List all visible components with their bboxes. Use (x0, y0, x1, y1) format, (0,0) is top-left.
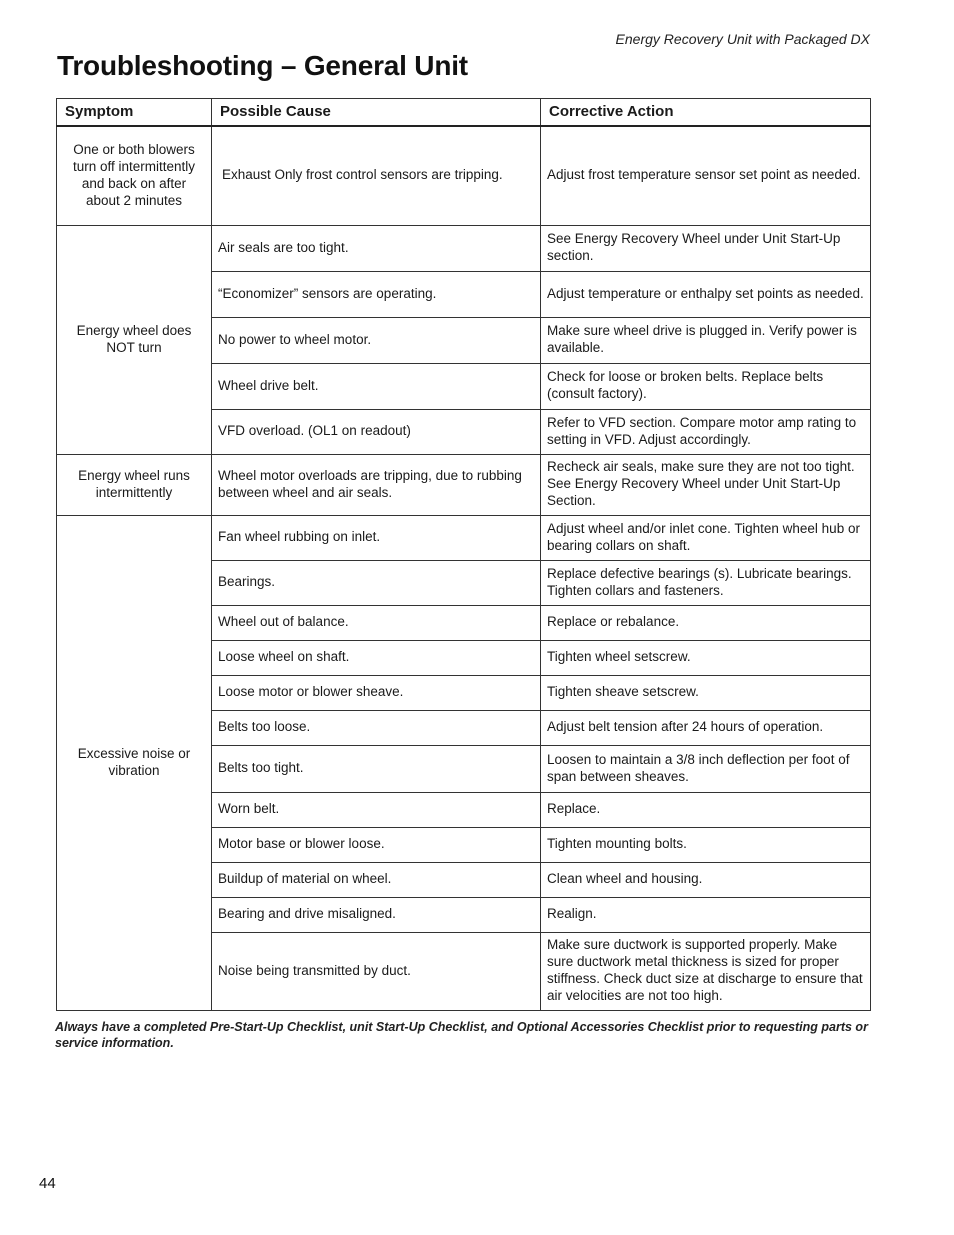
action-cell: Clean wheel and housing. (541, 862, 871, 897)
table-row (57, 126, 871, 225)
action-cell: Replace. (541, 792, 871, 827)
action-cell: Replace or rebalance. (541, 605, 871, 640)
action-cell: Make sure wheel drive is plugged in. Verify power is available. (541, 317, 871, 363)
column-header-corrective-action: Corrective Action (541, 99, 871, 127)
cause-cell: “Economizer” sensors are operating. (212, 271, 541, 317)
action-cell: Realign. (541, 897, 871, 932)
cause-cell: Bearing and drive misaligned. (212, 897, 541, 932)
column-header-possible-cause: Possible Cause (212, 99, 541, 127)
page-title: Troubleshooting – General Unit (57, 50, 468, 81)
action-cell: Loosen to maintain a 3/8 inch deflection per foot of span between sheaves. (541, 745, 871, 792)
symptom-cell: One or both blowers turn off intermittently and back on after about 2 minutes (57, 126, 212, 225)
cause-cell: Loose motor or blower sheave. (212, 675, 541, 710)
symptom-cell: Energy wheel runs intermittently (57, 454, 212, 515)
action-cell: Adjust belt tension after 24 hours of operation. (541, 710, 871, 745)
cause-cell: Air seals are too tight. (212, 225, 541, 271)
action-cell: Refer to VFD section. Compare motor amp rating to setting in VFD. Adjust accordingly. (541, 409, 871, 454)
action-cell: Make sure ductwork is supported properly. Make sure ductwork metal thickness is sized for proper stiffness. Check duct size at discharge to ensure that air velocities are not too high. (541, 932, 871, 1010)
cause-cell: Motor base or blower loose. (212, 827, 541, 862)
column-header-symptom: Symptom (57, 99, 212, 127)
action-cell: Adjust frost temperature sensor set point as needed. (541, 126, 871, 225)
action-cell: Adjust wheel and/or inlet cone. Tighten wheel hub or bearing collars on shaft. (541, 515, 871, 560)
cause-cell: Buildup of material on wheel. (212, 862, 541, 897)
footnote: Always have a completed Pre-Start-Up Checklist, unit Start-Up Checklist, and Optional Accessories Checklist prior to requesting parts or service information. (55, 1020, 868, 1050)
action-cell: Check for loose or broken belts. Replace belts (consult factory). (541, 363, 871, 409)
action-cell: Tighten sheave setscrew. (541, 675, 871, 710)
cause-cell: Wheel out of balance. (212, 605, 541, 640)
action-cell: Tighten wheel setscrew. (541, 640, 871, 675)
cause-cell: Belts too loose. (212, 710, 541, 745)
cause-cell: Wheel motor overloads are tripping, due to rubbing between wheel and air seals. (212, 454, 541, 515)
action-cell: Recheck air seals, make sure they are not too tight. See Energy Recovery Wheel under Unit Start-Up Section. (541, 454, 871, 515)
action-cell: Adjust temperature or enthalpy set points as needed. (541, 271, 871, 317)
action-cell: See Energy Recovery Wheel under Unit Start-Up section. (541, 225, 871, 271)
cause-cell: Worn belt. (212, 792, 541, 827)
cause-cell: Exhaust Only frost control sensors are tripping. (212, 126, 541, 225)
table-row (57, 454, 871, 515)
table-header-row (57, 99, 871, 127)
symptom-cell: Excessive noise or vibration (57, 515, 212, 1010)
cause-cell: Bearings. (212, 560, 541, 605)
cause-cell: Noise being transmitted by duct. (212, 932, 541, 1010)
page-number: 44 (39, 1175, 56, 1192)
cause-cell: VFD overload. (OL1 on readout) (212, 409, 541, 454)
cause-cell: No power to wheel motor. (212, 317, 541, 363)
cause-cell: Wheel drive belt. (212, 363, 541, 409)
symptom-cell: Energy wheel does NOT turn (57, 225, 212, 454)
cause-cell: Loose wheel on shaft. (212, 640, 541, 675)
troubleshooting-table (56, 98, 871, 1011)
action-cell: Replace defective bearings (s). Lubricate bearings. Tighten collars and fasteners. (541, 560, 871, 605)
running-header: Energy Recovery Unit with Packaged DX (615, 31, 870, 47)
table-row (57, 515, 871, 560)
cause-cell: Belts too tight. (212, 745, 541, 792)
action-cell: Tighten mounting bolts. (541, 827, 871, 862)
table-row (57, 225, 871, 271)
cause-cell: Fan wheel rubbing on inlet. (212, 515, 541, 560)
